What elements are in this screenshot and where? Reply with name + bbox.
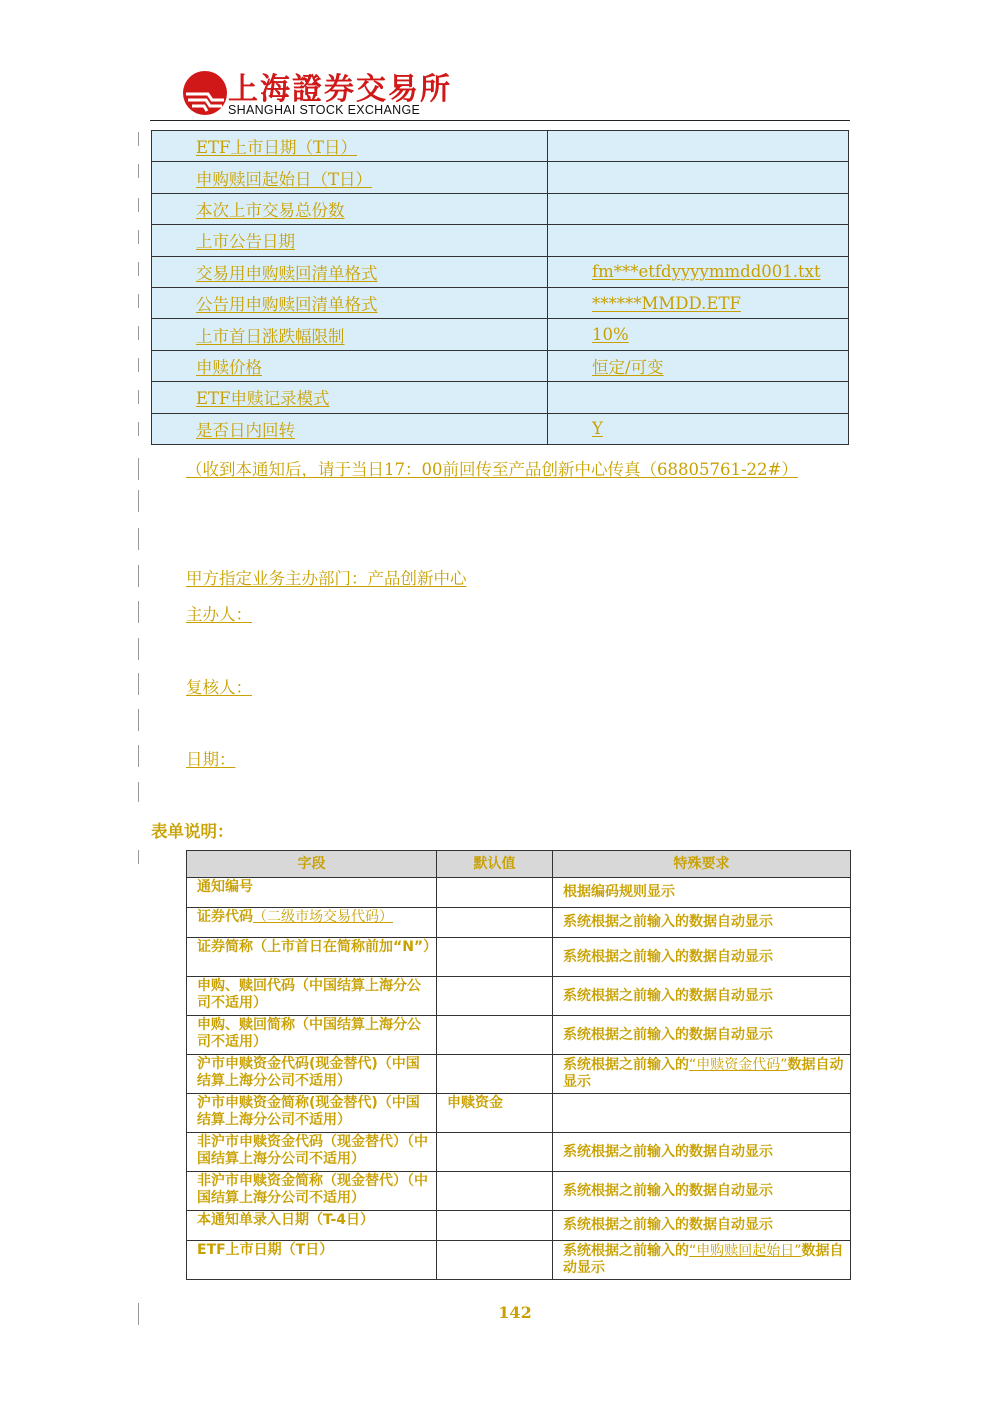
default-cell	[437, 908, 553, 938]
form-description-title: 表单说明：	[151, 822, 234, 841]
change-bar	[138, 490, 139, 512]
change-bar	[138, 294, 139, 308]
table-row	[187, 1172, 851, 1211]
requirement-cell: 系统根据之前输入的数据自动显示	[553, 1016, 851, 1055]
change-bar	[138, 358, 139, 372]
row-label: 公告用申购赎回清单格式	[196, 295, 378, 315]
table-row	[152, 162, 849, 193]
requirement-cell	[553, 1055, 851, 1094]
change-bar	[138, 422, 139, 436]
default-cell	[437, 1172, 553, 1211]
table-row	[187, 908, 851, 938]
default-cell	[437, 938, 553, 977]
table-row	[152, 225, 849, 256]
requirement-cell: 系统根据之前输入的数据自动显示	[553, 938, 851, 977]
default-cell	[437, 1133, 553, 1172]
row-label: ETF申赎记录模式	[196, 389, 330, 409]
table-row	[152, 131, 849, 162]
change-bar	[138, 782, 139, 802]
field-cell: 证券简称（上市首日在简称前加“N”）	[187, 938, 437, 977]
row-label: 本次上市交易总份数	[196, 200, 345, 220]
field-name: 证券代码	[197, 909, 253, 925]
table-row	[187, 938, 851, 977]
change-bar	[138, 745, 139, 767]
table-row	[152, 256, 849, 287]
row-label: 申购赎回起始日（T日）	[196, 169, 373, 189]
field-cell: 本通知单录入日期（T-4日）	[187, 1211, 437, 1241]
change-bar	[138, 326, 139, 340]
requirement-prefix: 系统根据之前输入的	[563, 1243, 689, 1259]
requirement-cell: 根据编码规则显示	[553, 878, 851, 908]
change-bar	[138, 164, 139, 178]
row-label: ETF上市日期（T日）	[196, 138, 358, 158]
row-value: 恒定/可变	[592, 357, 664, 377]
row-value: 10%	[592, 325, 629, 345]
table-row	[187, 1055, 851, 1094]
change-bar	[138, 850, 139, 864]
date-line: 日期：	[186, 750, 236, 769]
table-row	[152, 413, 849, 444]
default-cell	[437, 1211, 553, 1241]
field-cell: 通知编号	[187, 878, 437, 908]
field-cell: 非沪市申赎资金代码（现金替代）（中国结算上海分公司不适用）	[187, 1133, 437, 1172]
row-value: Y	[592, 419, 603, 439]
requirement-cell: 系统根据之前输入的数据自动显示	[553, 1211, 851, 1241]
change-bar	[138, 132, 139, 146]
default-cell	[437, 1055, 553, 1094]
logo-english-name: SHANGHAI STOCK EXCHANGE	[228, 103, 421, 117]
default-cell	[437, 878, 553, 908]
department-line: 甲方指定业务主办部门：产品创新中心	[186, 569, 467, 588]
requirement-cell: 系统根据之前输入的数据自动显示	[553, 908, 851, 938]
table-row	[187, 1241, 851, 1280]
table-row	[187, 1211, 851, 1241]
field-note: （二级市场交易代码）	[253, 909, 393, 925]
etf-listing-info-table	[151, 130, 849, 445]
change-bar	[138, 390, 139, 404]
table-row	[187, 977, 851, 1016]
requirement-note: “申赎资金代码”	[689, 1057, 788, 1073]
fax-notice: （收到本通知后，请于当日17：00前回传至产品创新中心传真（68805761-22#）	[186, 460, 798, 479]
table-row	[152, 350, 849, 381]
requirement-suffix: 数据自动显示	[563, 1057, 844, 1090]
change-bar	[138, 601, 139, 623]
column-header-requirement: 特殊要求	[553, 851, 851, 878]
row-label: 申赎价格	[196, 357, 262, 377]
table-row	[187, 1133, 851, 1172]
row-label: 交易用申购赎回清单格式	[196, 263, 378, 283]
default-cell: 申赎资金	[437, 1094, 553, 1133]
default-cell	[437, 1241, 553, 1280]
field-cell: 沪市申赎资金简称(现金替代)（中国结算上海分公司不适用）	[187, 1094, 437, 1133]
default-cell	[437, 1016, 553, 1055]
header-rule	[150, 120, 850, 121]
table-row	[152, 193, 849, 224]
requirement-cell: 系统根据之前输入的数据自动显示	[553, 977, 851, 1016]
row-label: 上市公告日期	[196, 232, 295, 252]
row-value: ******MMDD.ETF	[592, 293, 741, 313]
table-row	[187, 1016, 851, 1055]
field-cell: 沪市申赎资金代码(现金替代)（中国结算上海分公司不适用）	[187, 1055, 437, 1094]
field-cell: ETF上市日期（T日）	[187, 1241, 437, 1280]
requirement-cell	[553, 1094, 851, 1133]
table-row	[187, 1094, 851, 1133]
change-bar	[138, 709, 139, 731]
change-bar	[138, 673, 139, 695]
requirement-suffix: 数据自动显示	[563, 1243, 844, 1276]
change-bar	[138, 230, 139, 244]
field-cell: 申购、赎回简称（中国结算上海分公司不适用）	[187, 1016, 437, 1055]
table-row	[152, 382, 849, 413]
requirement-cell: 系统根据之前输入的数据自动显示	[553, 1133, 851, 1172]
change-bar	[138, 638, 139, 660]
page-number: 142	[498, 1303, 532, 1322]
change-bar	[138, 565, 139, 587]
requirement-cell: 系统根据之前输入的数据自动显示	[553, 1172, 851, 1211]
column-header-default: 默认值	[437, 851, 553, 878]
reviewer-line: 复核人：	[186, 678, 252, 697]
handler-line: 主办人：	[186, 605, 252, 624]
column-header-field: 字段	[187, 851, 437, 878]
logo-chinese-name: 上海證券交易所	[228, 72, 452, 107]
table-row	[187, 878, 851, 908]
field-cell: 申购、赎回代码（中国结算上海分公司不适用）	[187, 977, 437, 1016]
change-bar	[138, 528, 139, 550]
form-field-table	[186, 850, 851, 1280]
requirement-prefix: 系统根据之前输入的	[563, 1057, 689, 1073]
requirement-cell	[553, 1241, 851, 1280]
change-bar	[138, 262, 139, 276]
sse-logo-icon	[182, 70, 228, 116]
table-row	[152, 287, 849, 318]
default-cell	[437, 977, 553, 1016]
field-cell: 非沪市申赎资金简称（现金替代）（中国结算上海分公司不适用）	[187, 1172, 437, 1211]
table-row	[152, 319, 849, 350]
change-bar	[138, 198, 139, 212]
row-value: fm***etfdyyyymmdd001.txt	[592, 262, 821, 282]
field-cell	[187, 908, 437, 938]
row-label: 上市首日涨跌幅限制	[196, 326, 345, 346]
requirement-note: “申购赎回起始日”	[689, 1243, 802, 1259]
row-label: 是否日内回转	[196, 420, 295, 440]
change-bar	[138, 458, 139, 480]
table-header-row	[187, 851, 851, 878]
